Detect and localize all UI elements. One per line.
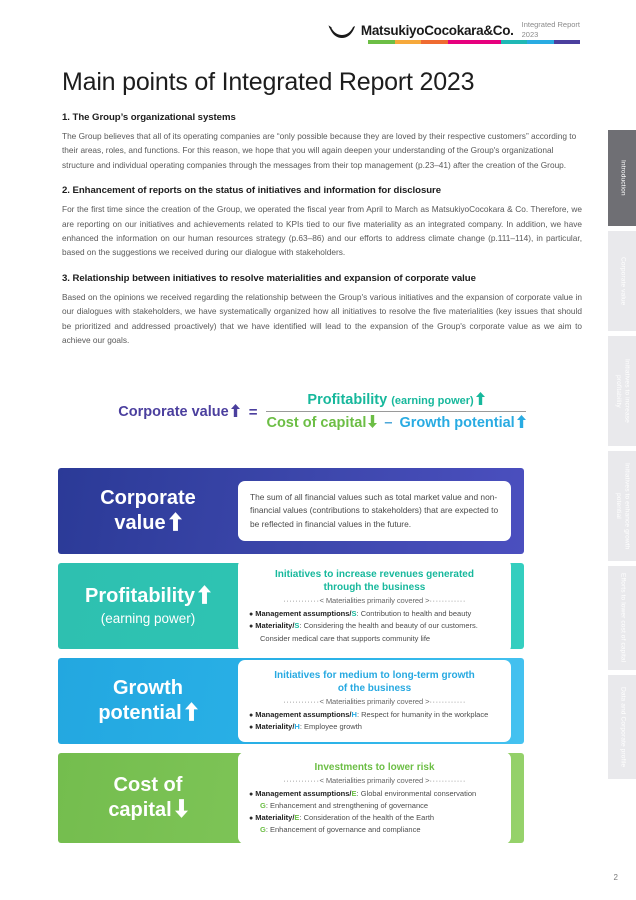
section-heading-1: 1. The Group’s organizational systems xyxy=(62,112,236,123)
card-title: Investments to lower risk xyxy=(314,762,435,774)
report-label-line1: Integrated Report xyxy=(521,20,580,29)
bullet-dot-icon: ● xyxy=(249,791,254,799)
brand-color-bar xyxy=(368,40,580,44)
bullet-label: Management assumptions/ xyxy=(255,609,352,619)
bullet-text: : Global environmental conservation xyxy=(356,789,477,799)
materiality-mark: H xyxy=(294,722,300,731)
materiality-mark: S xyxy=(294,621,300,631)
section-body-1: The Group believes that all of its operating companies are “only possible because they are loved by their respective customers” according to their areas, roles, and functions. For this reason, we hope that you will again deepen your understanding of the Group's organizational structure and individual operating companies through the messages from their top management (p.23–41) after the creation of the Group. xyxy=(62,131,577,170)
materiality-mark: E xyxy=(294,812,300,822)
formula-cost-of-capital-label: Cost of capital xyxy=(266,415,367,432)
arrow-up-icon xyxy=(231,404,240,421)
coverage-text: < Materialities primarily covered > xyxy=(319,696,430,706)
section-body-3: Based on the opinions we received regarding the relationship between the Group's various initiatives and the expansion of corporate value in our dialogues with stakeholders, we have systematically organized how all initiatives to resolve the five materialities (key issues that should be prioritized and addressed proactively) that we have identified will lead to the expansion of the Group's corporate value as we aim to achieve our goals. xyxy=(62,291,582,346)
side-tab-initiatives-to-enhance-growth-potential[interactable] xyxy=(608,451,636,561)
arrow-up-icon xyxy=(166,512,182,534)
side-tab-corporate-value[interactable] xyxy=(608,231,636,331)
banner-label-line1: Profitability xyxy=(62,584,234,609)
formula-corporate-value-label: Corporate value xyxy=(118,403,229,420)
formula-earning-power-label: (earning power) xyxy=(391,395,474,407)
section-body-2: For the first time since the creation of the Group, we operated the fiscal year from April to March as MatsukiyoCocokara & Co. Therefore, we are reporting on our initiatives and achievements related to KPIs tied to our five materiality as an integrated company. In addition, we have enhanced the information on our human resources strategy (p.63–86) and our efforts to address climate change (p.111–114), in particular, based on the suggestions we received during our dialogue with stakeholders. xyxy=(62,204,582,258)
bullet-text: : Considering the health and beauty of our customers. xyxy=(299,621,478,631)
materiality-bullet-1 xyxy=(249,709,500,721)
bullet-dot-icon: ● xyxy=(249,611,254,619)
side-tab-label: Efforts to lower cost of capital xyxy=(619,573,627,663)
banner-label-line2: potential xyxy=(62,701,234,726)
section-index-tabs xyxy=(608,130,636,784)
banner-label xyxy=(58,584,238,628)
side-tab-initiatives-to-increase-profitability[interactable] xyxy=(608,336,636,446)
brand-name: MatsukiyoCocokara&Co. xyxy=(360,23,514,38)
formula-equals-sign: = xyxy=(248,403,258,421)
bullet-text: : Respect for humanity in the workplace xyxy=(356,709,489,719)
section-heading-3: 3. Relationship between initiatives to resolve materialities and expansion of corporate value xyxy=(62,272,476,284)
card-title-line2: through the business xyxy=(323,582,426,594)
materiality-bullet-1 xyxy=(249,608,500,620)
coverage-text: < Materialities primarily covered > xyxy=(319,596,430,606)
materialities-coverage-label xyxy=(249,697,500,706)
arrow-down-icon xyxy=(368,415,377,432)
report-label xyxy=(522,20,580,39)
formula-minus-sign: – xyxy=(384,415,393,432)
banner-label-line1: Growth xyxy=(113,677,183,699)
arrow-up-icon xyxy=(195,585,211,607)
brand-bar-segment-5 xyxy=(501,40,528,44)
brand-bar-segment-0 xyxy=(368,40,395,44)
coverage-text: < Materialities primarily covered > xyxy=(319,776,430,786)
card-title-line2: of the business xyxy=(337,682,412,694)
page-number: 2 xyxy=(613,873,618,882)
bullet-dot-icon: ● xyxy=(249,623,254,631)
materiality-bullet-2 xyxy=(249,800,500,811)
bullet-text: : Consideration of the health of the Earth xyxy=(299,812,435,822)
brand-bar-segment-7 xyxy=(554,40,581,44)
side-tab-introduction[interactable] xyxy=(608,130,636,226)
materiality-bullet-4 xyxy=(249,824,500,835)
card-title: Initiatives for medium to long-term growth of the business xyxy=(249,669,500,695)
materiality-mark: E xyxy=(351,789,357,799)
materiality-mark: S xyxy=(351,609,357,619)
brand-bar-segment-2 xyxy=(421,40,448,44)
side-tab-label: Corporate value xyxy=(619,256,627,306)
dot-leader-right: ············ xyxy=(429,776,466,786)
bullet-dot-icon: ● xyxy=(249,711,254,719)
card-title: Initiatives to increase revenues generated through the business xyxy=(249,568,500,594)
arrow-up-icon xyxy=(476,392,485,409)
materialities-coverage-label xyxy=(249,596,500,605)
banner-profitability xyxy=(58,563,524,649)
banner-label-line1: Cost of xyxy=(113,774,183,796)
value-driver-banners xyxy=(58,468,524,852)
banner-label-line2: value xyxy=(62,511,234,536)
materiality-mark: H xyxy=(351,709,357,719)
side-tab-efforts-to-lower-cost-of-capital[interactable] xyxy=(608,566,636,670)
banner-growth xyxy=(58,658,524,744)
dot-leader-left: ············ xyxy=(283,776,320,786)
bullet-label: Materiality/ xyxy=(255,722,295,731)
banner-detail-card xyxy=(238,660,511,742)
materiality-bullet-2 xyxy=(249,620,500,632)
banner-detail-card xyxy=(238,753,511,843)
brand-bar-segment-4 xyxy=(474,40,501,44)
bullet-text: Consider medical care that supports community life xyxy=(260,633,431,643)
banner-label-line2: capital xyxy=(62,798,234,823)
formula-left-term xyxy=(118,404,239,421)
banner-label-line2: (earning power) xyxy=(100,611,196,626)
bullet-text: : Contribution to health and beauty xyxy=(356,609,472,619)
materiality-bullet-2 xyxy=(249,721,500,733)
dot-leader-left: ············ xyxy=(283,596,320,606)
bullet-label: Materiality/ xyxy=(255,812,295,822)
brand-bar-segment-3 xyxy=(448,40,475,44)
banner-label xyxy=(58,773,238,823)
bullet-label: Management assumptions/ xyxy=(255,709,352,719)
arrow-up-icon xyxy=(182,702,198,724)
materiality-bullet-3 xyxy=(249,812,500,824)
banner-label xyxy=(58,486,238,536)
brand-bar-segment-1 xyxy=(395,40,422,44)
bullet-text: : Enhancement of governance and compliance xyxy=(265,824,421,834)
bullet-text: : Employee growth xyxy=(299,722,362,731)
side-tab-data-and-corporate-profile[interactable] xyxy=(608,675,636,779)
text-sections xyxy=(62,112,582,360)
formula-fraction xyxy=(266,392,525,432)
section-heading-2: 2. Enhancement of reports on the status of initiatives and information for disclosure xyxy=(62,185,442,197)
bullet-dot-icon: ● xyxy=(249,724,254,731)
corporate-value-formula xyxy=(62,392,582,432)
side-tab-label: Initiatives to increase profitability xyxy=(615,359,631,423)
arrow-down-icon xyxy=(172,799,188,821)
banner-cost-of xyxy=(58,753,524,843)
side-tab-label: Data and Corporate profile xyxy=(619,686,627,768)
brand-logo xyxy=(327,18,580,42)
formula-numerator xyxy=(301,392,490,411)
bullet-text: : Enhancement and strengthening of governance xyxy=(265,801,429,811)
side-tab-label: Initiatives to enhance growth potential xyxy=(615,462,631,550)
page-header xyxy=(0,18,636,64)
bullet-label: Materiality/ xyxy=(255,621,295,631)
materiality-mark: G xyxy=(260,801,266,811)
brand-bar-segment-6 xyxy=(527,40,554,44)
arrow-up-icon xyxy=(517,415,526,432)
report-label-line2: 2023 xyxy=(521,29,539,39)
banner-label xyxy=(58,676,238,726)
materialities-coverage-label xyxy=(249,776,500,785)
smile-logo-icon xyxy=(327,22,357,42)
dot-leader-left: ············ xyxy=(283,696,320,706)
bullet-label: Management assumptions/ xyxy=(255,789,352,799)
banner-label-line1: Corporate xyxy=(100,487,196,509)
materiality-bullet-1 xyxy=(249,788,500,800)
materiality-bullet-3 xyxy=(249,633,500,644)
banner-corporate xyxy=(58,468,524,554)
side-tab-label: Introduction xyxy=(619,160,627,196)
bullet-dot-icon: ● xyxy=(249,814,254,822)
dot-leader-right: ············ xyxy=(429,696,466,706)
page-title: Main points of Integrated Report 2023 xyxy=(62,68,475,96)
banner-detail-card xyxy=(238,563,511,649)
banner-description: The sum of all financial values such as total market value and non-financial values (contributions to stakeholders) that are expected to be reflected in financial values in the future. xyxy=(250,491,499,529)
formula-growth-potential-label: Growth potential xyxy=(399,415,515,432)
dot-leader-right: ············ xyxy=(429,596,466,606)
formula-profitability-label: Profitability xyxy=(307,392,388,408)
materiality-mark: G xyxy=(260,824,266,834)
formula-denominator xyxy=(266,412,525,432)
banner-detail-card xyxy=(238,481,511,542)
